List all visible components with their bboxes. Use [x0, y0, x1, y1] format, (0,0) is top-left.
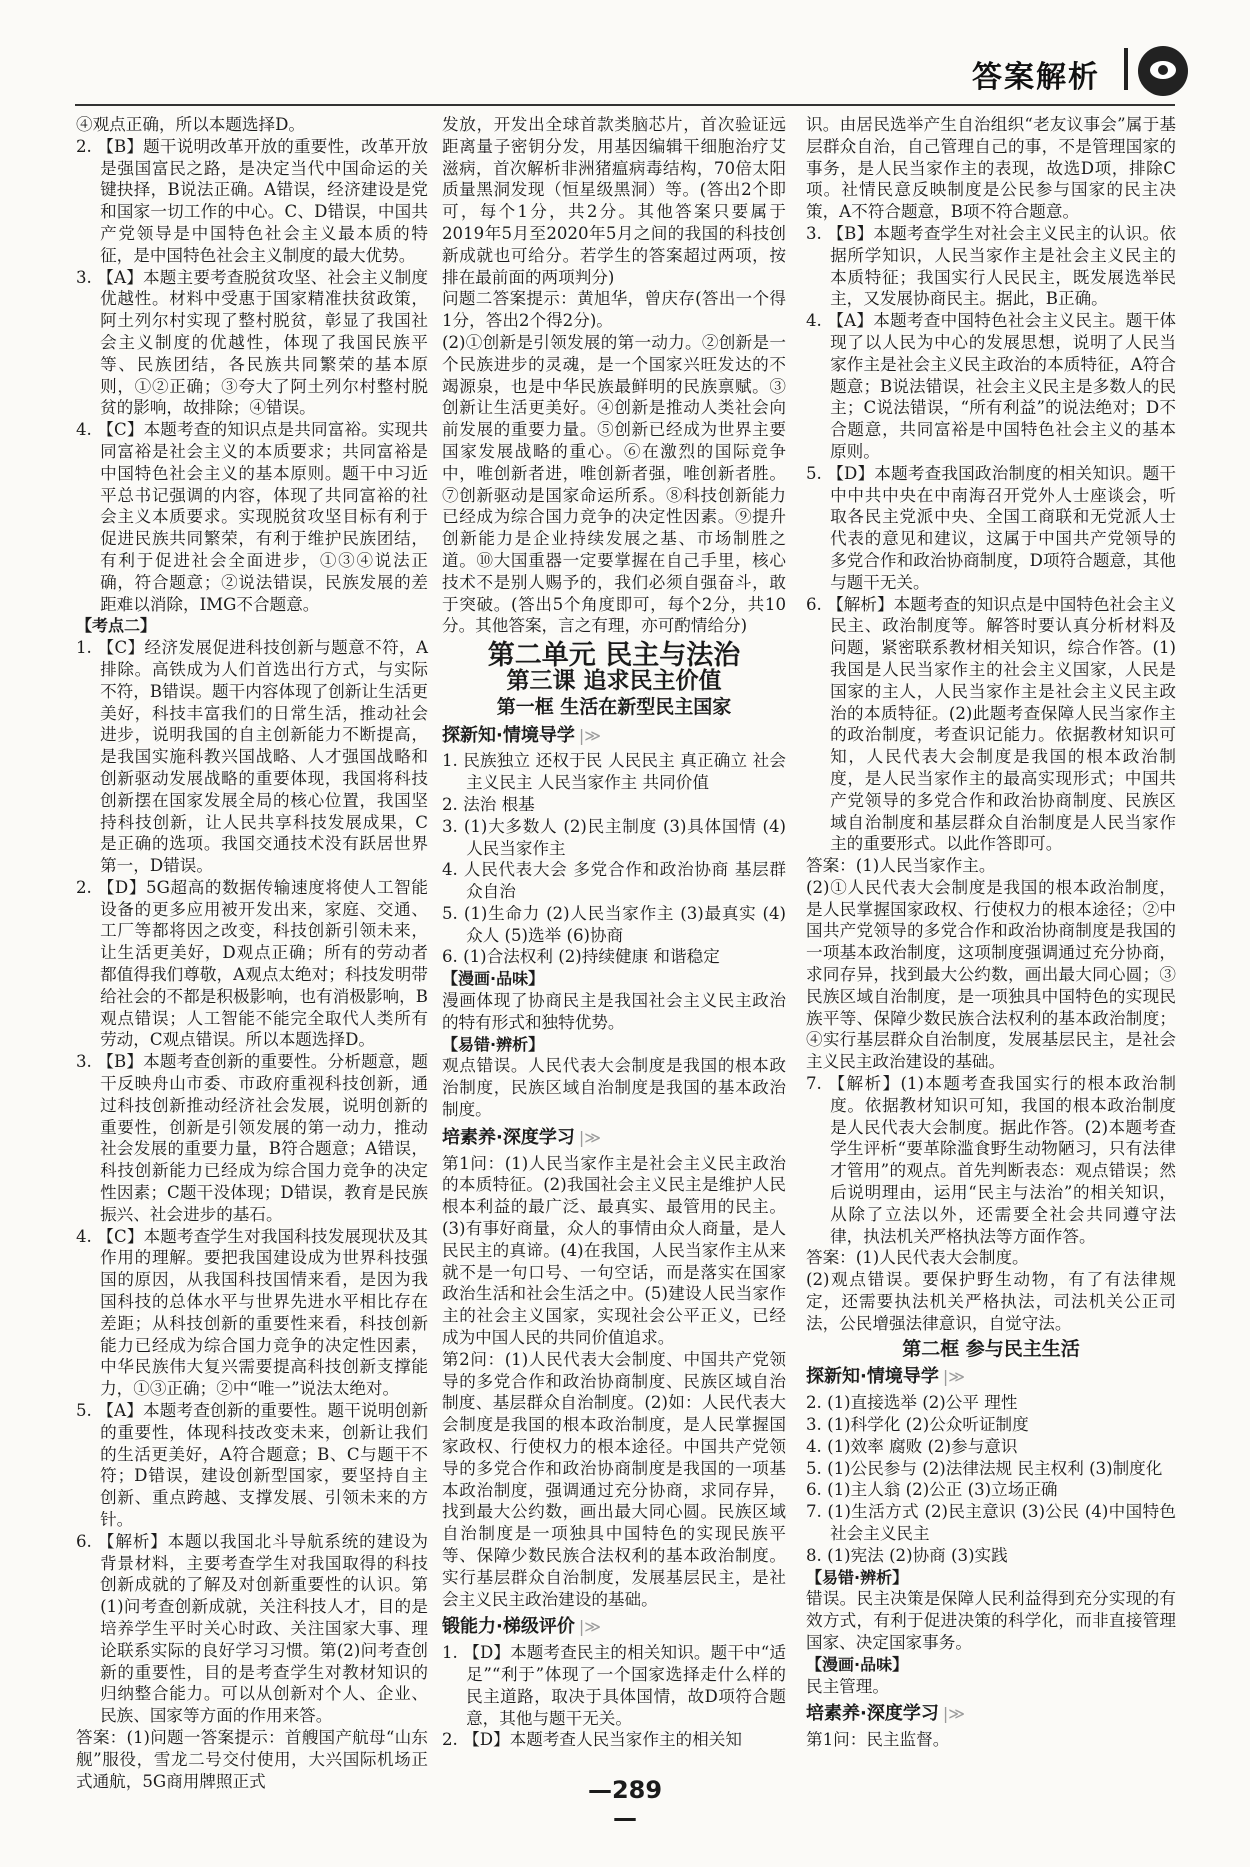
tag-yicuo: 【易错·辨析】 [442, 1034, 545, 1054]
section-heading: 培素养·深度学习 |≫ [806, 1703, 965, 1725]
fill-answer: 3. (1)科学化 (2)公众听证制度 [806, 1415, 1029, 1435]
answer-text: 问题二答案提示：黄旭华，曾庆存(答出一个得1分，答出2个得2分)。 [442, 289, 786, 331]
fill-answer: 2. 法治 根基 [442, 794, 535, 814]
deep-text: 第2问：(1)人民代表大会制度、中国共产党领导的多党合作和政治协商制度、民族区域自治制度、基层群众自治制度。(2)如：人民代表大会制度是我国的根本政治制度，是人民掌握国家政权、行使权力的根本途径。中国共产党领导的多党合作和政治协商制度是我国的一项基本政治制度，强调通过充分协商，求同存异，找到最大公约数，画出最大同心圆。民族区域自治制度是一项独具中国特色的实现民族平等、保障少数民族合法权利的基本政治制度。实行基层群众自治制度，发展基层民主，是社会主义民主政治建设的基础。 [442, 1349, 786, 1609]
section-heading: 探新知·情境导学 |≫ [442, 724, 601, 746]
answer-text: 识。由居民选举产生自治组织“老友议事会”属于基层群众自治，自己管理自己的事，不是管理国家的事务，是人民当家作主的表现，故选D项，排除C项。社情民意反映制度是公民参与国家的民主决策，A不符合题意，B项不符合题意。 [806, 115, 1176, 222]
fill-answer: 7. (1)生活方式 (2)民主意识 (3)公民 (4)中国特色社会主义民主 [806, 1502, 1176, 1543]
header-rule [75, 104, 1175, 106]
answer-item: 1. 【D】本题考查民主的相关知识。题干中“适足”“利于”体现了一个国家选择走什么样的民主道路，取决于具体国情，故D项符合题意，其他与题干无关。 [442, 1643, 786, 1728]
column-1 [76, 114, 428, 1792]
manhua-text: 民主管理。 [806, 1676, 889, 1696]
answer-text: 发放，开发出全球首款类脑芯片，首次验证远距离量子密钥分发，用基因编辑干细胞治疗艾滋病，首次解析非洲猪瘟病毒结构，70倍太阳质量黑洞发现（恒星级黑洞）等。(答出2个即可，每个1分，共2分。其他答案只要属于2019年5月至2020年5月之间的我国的科技创新成就也可给分。若学生的答案超过两项，按排在最前面的两项判分) [442, 115, 786, 287]
frame-title: 第二框 参与民主生活 [902, 1337, 1080, 1360]
answer-item: 2. 【B】题干说明改革开放的重要性，改革开放是强国富民之路，是决定当代中国命运的关键抉择，B说法正确。A错误，经济建设是党和国家一切工作的中心。C、D错误，中国共产党领导是中国特色社会主义最本质的特征，是中国特色社会主义制度的最大优势。 [76, 136, 428, 265]
chevron-icon: |≫ [578, 1617, 601, 1637]
header-title: 答案解析 [972, 60, 1100, 95]
answer-item: 3. 【B】本题考查创新的重要性。分析题意，题干反映舟山市委、市政府重视科技创新，通过科技创新推动经济社会发展，说明创新的重要性，创新是引领发展的第一动力，推动社会发展的重要力量，B符合题意；A错误，科技创新能力已经成为综合国力竞争的决定性因素；C题干没体现；D错误，教育是民族振兴、社会进步的基石。 [76, 1052, 428, 1224]
answer-text: 答案：(1)人民代表大会制度。 [806, 1248, 1029, 1268]
deep-text: 第1问：民主监督。 [806, 1730, 950, 1750]
answer-item: 3. 【B】本题考查学生对社会主义民主的认识。依据所学知识，人民当家作主是社会主义民主的本质特征；我国实行人民民主，既发展选举民主，又发展协商民主。据此，B正确。 [806, 223, 1176, 309]
answer-item: 7. 【解析】(1)本题考查我国实行的根本政治制度。依据教材知识可知，我国的根本政治制度是人民代表大会制度。据此作答。(2)本题考查学生评析“要革除滥食野生动物陋习，只有法律才管用”的观点。首先判断表态：观点错误；然后说明理由，运用“民主与法治”的相关知识，从除了立法以外，还需要全社会共同遵守法律，执法机关严格执法等方面作答。 [806, 1074, 1176, 1246]
answer-item: ④观点正确，所以本题选择D。 [76, 115, 306, 134]
tag-manhua: 【漫画·品味】 [806, 1654, 909, 1674]
answer-item: 6. 【解析】本题考查的知识点是中国特色社会主义民主、政治制度等。解答时要认真分析材料及问题，紧密联系教材相关知识，综合作答。(1)我国是人民当家作主的社会主义国家，人民是国家的主人，人民当家作主是社会主义民主政治的本质特征。(2)此题考查保障人民当家作主的政治制度，考查识记能力。依据教材知识可知，人民代表大会制度是我国的根本政治制度，是人民当家作主的最高实现形式；中国共产党领导的多党合作和政治协商制度、民族区域自治制度和基层群众自治制度是人民当家作主的重要形式。以此作答即可。 [806, 594, 1176, 854]
tag-yicuo: 【易错·辨析】 [806, 1567, 909, 1587]
chevron-icon: |≫ [942, 1367, 965, 1387]
fill-answer: 4. 人民代表大会 多党合作和政治协商 基层群众自治 [442, 860, 786, 902]
answer-text: (2)①创新是引领发展的第一动力。②创新是一个民族进步的灵魂，是一个国家兴旺发达的不竭源泉，也是中华民族最鲜明的民族禀赋。③创新让生活更美好。④创新是推动人类社会向前发展的重要力量。⑤创新已经成为世界主要国家发展战略的重心。⑥在激烈的国际竞争中，唯创新者进，唯创新者强，唯创新者胜。⑦创新驱动是国家命运所系。⑧科技创新能力已经成为综合国力竞争的决定性因素。⑨提升创新能力是企业持续发展之基、市场制胜之道。⑩大国重器一定要掌握在自己手里，核心技术不是别人赐予的，我们必须自强奋斗，敢于突破。(答出5个角度即可，每个2分，共10分。其他答案，言之有理，亦可酌情给分) [442, 332, 786, 636]
answer-item: 4. 【C】本题考查学生对我国科技发展现状及其作用的理解。要把我国建设成为世界科技强国的原因，从我国科技国情来看，是因为我国科技的总体水平与世界先进水平相比存在差距；从科技创新的重要性来看，科技创新能力已经成为综合国力竞争的决定性因素，中华民族伟大复兴需要提高科技创新支撑能力，①③正确；②中“唯一”说法太绝对。 [76, 1226, 428, 1399]
fill-answer: 4. (1)效率 腐败 (2)参与意识 [806, 1436, 1018, 1456]
answer-text: 答案：(1)人民当家作主。 [806, 856, 996, 876]
fill-answer: 2. (1)直接选举 (2)公平 理性 [806, 1393, 1018, 1413]
fill-answer: 3. (1)大多数人 (2)民主制度 (3)具体国情 (4)人民当家作主 [442, 816, 786, 858]
answer-item: 2. 【D】本题考查人民当家作主的相关知 [442, 1730, 742, 1750]
chevron-icon: |≫ [942, 1704, 965, 1724]
answer-item: 5. 【A】本题考查创新的重要性。题干说明创新的重要性，体现科技改变未来，创新让我们的生活更美好，A符合题意；B、C与题干不符；D错误，建设创新型国家，要坚持自主创新、重点跨越、支撑发展、引领未来的方针。 [76, 1401, 428, 1529]
section-heading: 培素养·深度学习 |≫ [442, 1126, 601, 1148]
frame-title: 第一框 生活在新型民主国家 [496, 695, 732, 718]
column-2 [442, 114, 786, 1751]
yicuo-text: 错误。民主决策是保障人民利益得到充分实现的有效方式，有利于促进决策的科学化，而非直接管理国家、决定国家事务。 [806, 1589, 1176, 1652]
lesson-title: 第三课 追求民主价值 [506, 667, 722, 694]
fill-answer: 6. (1)主人翁 (2)公正 (3)立场正确 [806, 1480, 1058, 1500]
answer-item: 3. 【A】本题主要考查脱贫攻坚、社会主义制度优越性。材料中受惠于国家精准扶贫政策，阿土列尔村实现了整村脱贫，彰显了我国社会主义制度的优越性，体现了我国民族平等、民族团结，各民族共同繁荣的基本原则，①②正确；③夸大了阿土列尔村整村脱贫的影响，故排除；④错误。 [76, 267, 428, 418]
publisher-logo-icon [1138, 46, 1188, 96]
answer-item: 5. 【D】本题考查我国政治制度的相关知识。题干中中共中央在中南海召开党外人士座谈会，听取各民主党派中央、全国工商联和无党派人士代表的意见和建议，这属于中国共产党领导的多党合作和政治协商制度，D项符合题意，其他与题干无关。 [806, 463, 1176, 592]
tag-manhua: 【漫画·品味】 [442, 969, 545, 989]
section-heading: 探新知·情境导学 |≫ [806, 1366, 965, 1388]
page-number: —289— [587, 1776, 663, 1832]
column-3 [806, 114, 1176, 1751]
answer-text: 答案：(1)问题一答案提示：首艘国产航母“山东舰”服役，雪龙二号交付使用，大兴国际机场正式通航，5G商用牌照正式 [76, 1727, 428, 1791]
page-header [0, 0, 1250, 118]
fill-answer: 1. 民族独立 还权于民 人民民主 真正确立 社会主义民主 人民当家作主 共同价值 [442, 751, 786, 793]
manhua-text: 漫画体现了协商民主是我国社会主义民主政治的特有形式和独特优势。 [442, 991, 786, 1032]
fill-answer: 6. (1)合法权利 (2)持续健康 和谐稳定 [442, 947, 720, 967]
fill-answer: 5. (1)公民参与 (2)法律法规 民主权利 (3)制度化 [806, 1458, 1163, 1478]
answer-item: 2. 【D】5G超高的数据传输速度将使人工智能设备的更多应用被开发出来，家庭、交通、工厂等都将因之改变，科技创新引领未来，让生活更美好，D观点正确；所有的劳动者都值得我们尊敬，A观点太绝对；科技发明带给社会的不都是积极影响，也有消极影响，B观点错误；人工智能不能完全取代人类所有劳动，C观点错误。所以本题选择D。 [76, 877, 428, 1050]
answer-text: (2)观点错误。要保护野生动物，有了有法律规定，还需要执法机关严格执法，司法机关公正司法，公民增强法律意识，自觉守法。 [806, 1270, 1176, 1333]
answer-item: 4. 【C】本题考查的知识点是共同富裕。实现共同富裕是社会主义的本质要求；共同富裕是中国特色社会主义的基本原则。题干中习近平总书记强调的内容，体现了共同富裕的社会主义本质要求。实现脱贫攻坚目标有利于促进民族共同繁荣，有利于维护民族团结，有利于促进社会全面进步，①③④说法正确，符合题意；②说法错误，民族发展的差距难以消除，IMG不合题意。 [76, 420, 428, 614]
chevron-icon: |≫ [578, 1127, 601, 1147]
fill-answer: 8. (1)宪法 (2)协商 (3)实践 [806, 1545, 1008, 1565]
header-divider [1124, 48, 1128, 90]
deep-text: 第1问：(1)人民当家作主是社会主义民主政治的本质特征。(2)我国社会主义民主是维护人民根本利益的最广泛、最真实、最管用的民主。(3)有事好商量，众人的事情由众人商量，是人民民主的真谛。(4)在我国，人民当家作主从来就不是一句口号、一句空话，而是落实在国家政治生活和社会生活之中。(5)建设人民当家作主的社会主义国家，实现社会公平正义，已经成为中国人民的共同价值追求。 [442, 1153, 786, 1348]
yicuo-text: 观点错误。人民代表大会制度是我国的根本政治制度，民族区域自治制度是我国的基本政治制度。 [442, 1056, 786, 1120]
section-heading: 锻能力·梯级评价 |≫ [442, 1616, 601, 1638]
chevron-icon: |≫ [578, 725, 601, 745]
answer-item: 6. 【解析】本题以我国北斗导航系统的建设为背景材料，主要考查学生对我国取得的科技创新成就的了解及对创新重要性的认识。第(1)问考查创新成就，关注科技人才，目的是培养学生平时关心时政、关注国家大事、理论联系实际的良好学习习惯。第(2)问考查创新的重要性，目的是考查学生对教材知识的归纳整合能力。可以从创新对个人、企业、民族、国家等方面的作用来答。 [76, 1531, 428, 1726]
fill-answer: 5. (1)生命力 (2)人民当家作主 (3)最真实 (4)众人 (5)选举 (6)协商 [442, 903, 786, 945]
answer-item: 4. 【A】本题考查中国特色社会主义民主。题干体现了以人民为中心的发展思想，说明了人民当家作主是社会主义民主政治的本质特征，A符合题意；B说法错误，社会主义民主是多数人的民主；C说法错误，“所有利益”的说法绝对；D不合题意，共同富裕是中国特色社会主义的基本原则。 [806, 311, 1176, 461]
unit-title: 第二单元 民主与法治 [487, 640, 741, 672]
section-tag-kaodian: 【考点二】 [76, 616, 157, 636]
answer-item: 1. 【C】经济发展促进科技创新与题意不符，A排除。高铁成为人们首选出行方式，与实际不符，B错误。题干内容体现了创新让生活更美好，科技丰富我们的日常生活，推动社会进步，说明我国的自主创新能力不断提高，是我国实施科教兴国战略、人才强国战略和创新驱动发展战略的重要体现，我国将科技创新摆在国家发展全局的核心位置，我国坚持科技创新，让人民共享科技发展成果，C是正确的选项。我国交通技术没有跃居世界第一，D错误。 [76, 638, 428, 876]
answer-text: (2)①人民代表大会制度是我国的根本政治制度，是人民掌握国家政权、行使权力的根本途径；②中国共产党领导的多党合作和政治协商制度是我国的一项基本政治制度，这项制度强调通过充分协商，求同存异，找到最大公约数，画出最大同心圆；③民族区域自治制度，是一项独具中国特色的实现民族平等、保障少数民族合法权利的基本政治制度；④实行基层群众自治制度，发展基层民主，是社会主义民主政治建设的基础。 [806, 877, 1176, 1072]
